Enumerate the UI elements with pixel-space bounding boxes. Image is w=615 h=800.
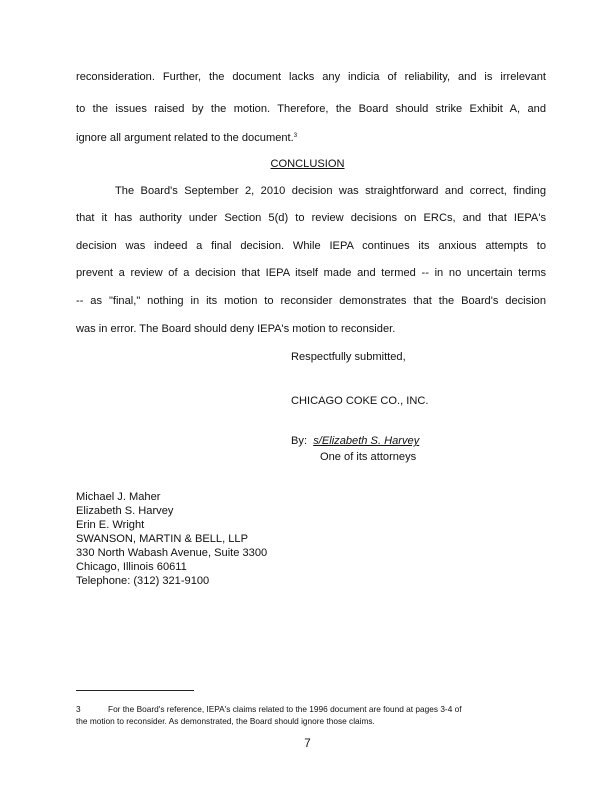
counsel-line: Michael J. Maher: [76, 491, 161, 503]
counsel-line: Telephone: (312) 321-9100: [76, 575, 210, 587]
counsel-line: Erin E. Wright: [76, 519, 145, 531]
footnote-reference: 3: [293, 133, 298, 139]
signature-line: [291, 435, 551, 448]
conclusion-heading: CONCLUSION: [270, 158, 345, 170]
body-line: to the issues raised by the motion. Therefore, the Board should strike Exhibit A, and: [76, 103, 546, 115]
footnote-line: the motion to reconsider. As demonstrated, the Board should ignore those claims.: [76, 716, 375, 726]
body-line: The Board's September 2, 2010 decision was straightforward and correct, finding: [115, 185, 546, 197]
footnote-marker: 3: [76, 704, 81, 714]
by-label: By:: [291, 435, 308, 447]
body-line: prevent a review of a decision that IEPA itself made and termed -- in no uncertain terms: [76, 267, 546, 279]
counsel-line: SWANSON, MARTIN & BELL, LLP: [76, 533, 249, 545]
body-line: decision was indeed a final decision. While IEPA continues its anxious attempts to: [76, 240, 546, 252]
body-line-with-footnote: [76, 130, 546, 145]
signer-role: One of its attorneys: [320, 451, 417, 463]
footnote-line: [76, 704, 546, 715]
counsel-line: 330 North Wabash Avenue, Suite 3300: [76, 547, 268, 559]
body-line: was in error. The Board should deny IEPA's motion to reconsider.: [76, 323, 396, 335]
body-line: that it has authority under Section 5(d) to review decisions on ERCs, and that IEPA's: [76, 212, 546, 224]
footnote-text: For the Board's reference, IEPA's claims related to the 1996 document are found at pages 3-4 of: [108, 704, 462, 714]
footnote-divider: [76, 690, 194, 691]
page-number: 7: [304, 738, 311, 750]
party-name: CHICAGO COKE CO., INC.: [291, 395, 429, 407]
signer-name: s/Elizabeth S. Harvey: [313, 435, 420, 447]
body-line: reconsideration. Further, the document lacks any indicia of reliability, and is irrelevant: [76, 71, 546, 83]
counsel-line: Elizabeth S. Harvey: [76, 505, 174, 517]
body-text: ignore all argument related to the document.: [76, 132, 294, 144]
body-line: -- as "final," nothing in its motion to reconsider demonstrates that the Board's decision: [76, 295, 546, 307]
closing: Respectfully submitted,: [291, 351, 406, 363]
counsel-line: Chicago, Illinois 60611: [76, 561, 187, 573]
